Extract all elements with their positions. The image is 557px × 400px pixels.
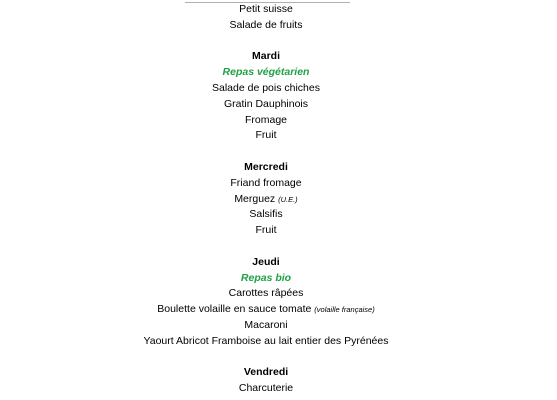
menu-item-with-note (0, 302, 532, 318)
menu-item: Fruit (255, 129, 277, 142)
menu-item-text: Merguez (234, 192, 276, 205)
day-heading-mardi: Mardi (251, 50, 280, 63)
menu-column (0, 2, 532, 397)
meal-type-label: Repas végétarien (222, 66, 310, 79)
menu-item: Petit suisse (239, 3, 293, 15)
menu-item: Carottes râpées (228, 287, 304, 300)
day-heading-jeudi: Jeudi (252, 255, 280, 268)
origin-note: (U.E.) (278, 194, 298, 204)
day-heading-vendredi: Vendredi (243, 366, 289, 379)
menu-item: Salade de fruits (229, 18, 303, 31)
meal-type-label: Repas bio (240, 271, 292, 284)
menu-item: Charcuterie (238, 382, 294, 395)
menu-item: Fromage (244, 113, 287, 126)
menu-item-with-note (0, 192, 532, 208)
menu-item: Yaourt Abricot Framboise au lait entier des Pyrénées (143, 334, 389, 347)
menu-item: Fruit (255, 224, 277, 237)
menu-item: Gratin Dauphinois (223, 97, 309, 110)
menu-item-text: Boulette volaille en sauce tomate (157, 303, 312, 316)
day-heading-mercredi: Mercredi (244, 160, 288, 173)
menu-item: Salade de pois chiches (212, 81, 320, 94)
origin-note: (volaille française) (314, 305, 375, 315)
menu-item: Salsifis (249, 208, 283, 221)
menu-item: Macaroni (244, 318, 288, 331)
menu-item: Friand fromage (230, 176, 302, 189)
